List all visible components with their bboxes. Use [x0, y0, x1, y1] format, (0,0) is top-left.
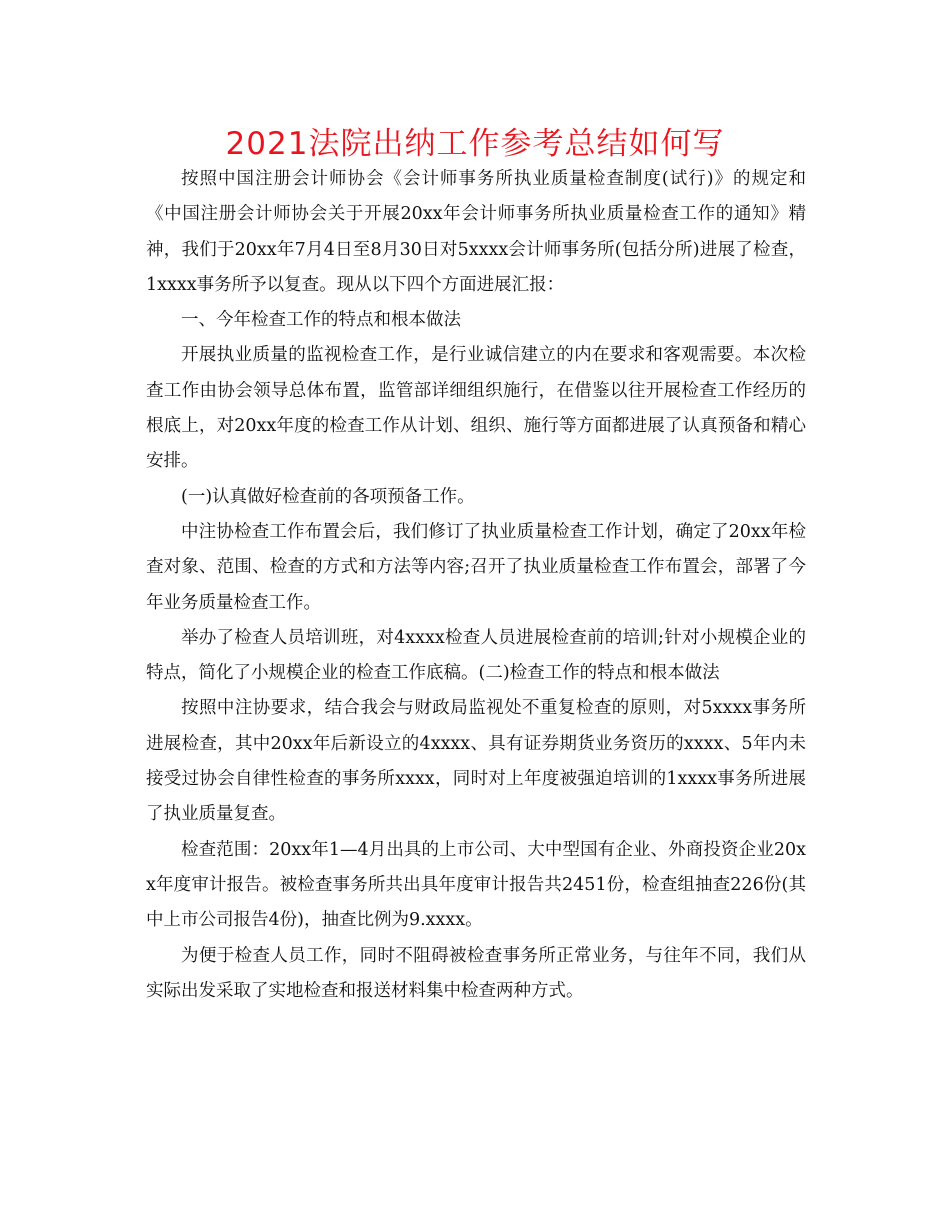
paragraph-intro: 按照中国注册会计师协会《会计师事务所执业质量检查制度(试行)》的规定和《中国注册会计师协会关于开展20xx年会计师事务所执业质量检查工作的通知》精神，我们于20xx年7月4日至8月30日对5xxxx会计师事务所(包括分所)进展了检查，1xxxx事务所予以复查。现从以下四个方面进展汇报：: [146, 169, 806, 295]
section-heading-1: 一、今年检查工作的特点和根本做法: [181, 310, 461, 331]
paragraph: 中注协检查工作布置会后，我们修订了执业质量检查工作计划，确定了20xx年检查对象、范围、检查的方式和方法等内容;召开了执业质量检查工作布置会，部署了今年业务质量检查工作。: [146, 521, 806, 613]
paragraph: 开展执业质量的监视检查工作，是行业诚信建立的内在要求和客观需要。本次检查工作由协会领导总体布置，监管部详细组织施行，在借鉴以往开展检查工作经历的根底上，对20xx年度的检查工作从计划、组织、施行等方面都进展了认真预备和精心安排。: [146, 345, 806, 472]
document-body: [146, 162, 806, 1009]
paragraph: 举办了检查人员培训班，对4xxxx检查人员进展检查前的培训;针对小规模企业的特点，简化了小规模企业的检查工作底稿。(二)检查工作的特点和根本做法: [146, 627, 806, 684]
subsection-heading-1: (一)认真做好检查前的各项预备工作。: [181, 486, 475, 507]
paragraph: 检查范围：20xx年1—4月出具的上市公司、大中型国有企业、外商投资企业20xx年度审计报告。被检查事务所共出具年度审计报告共2451份，检查组抽查226份(其中上市公司报告4份)，抽查比例为9.xxxx。: [146, 839, 806, 931]
paragraph: 为便于检查人员工作，同时不阻碍被检查事务所正常业务，与往年不同，我们从实际出发采取了实地检查和报送材料集中检查两种方式。: [146, 945, 806, 1001]
paragraph: 按照中注协要求，结合我会与财政局监视处不重复检查的原则，对5xxxx事务所进展检查，其中20xx年后新设立的4xxxx、具有证券期货业务资历的xxxx、5年内未接受过协会自律性检查的事务所xxxx，同时对上年度被强迫培训的1xxxx事务所进展了执业质量复查。: [146, 698, 806, 825]
document-title: 2021法院出纳工作参考总结如何写: [225, 126, 725, 162]
